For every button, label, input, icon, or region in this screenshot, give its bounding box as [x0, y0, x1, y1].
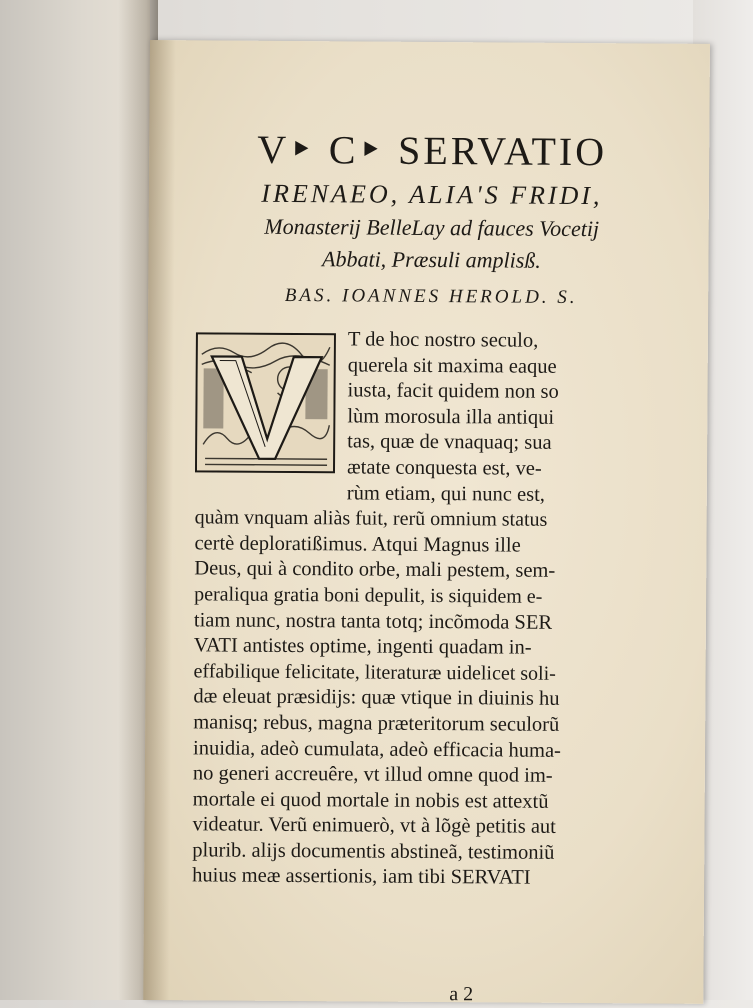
signature-mark: a 2 [449, 983, 474, 1006]
dedication-title: V‣ C‣ SERVATIO [257, 126, 608, 175]
text-line: certè deploratißimus. Atqui Magnus ille [194, 532, 521, 557]
text-line: mortale ei quod mortale in nobis est attextũ [192, 788, 549, 813]
text-line: videatur. Verũ enimuerò, vt à lõgè petitis aut [192, 813, 556, 839]
dedication-line-monastery: Monasterij BelleLay ad fauces Vocetij [264, 213, 600, 242]
text-line: effabilique felicitate, literaturæ uidelicet soli- [193, 660, 556, 685]
text-line: peraliqua gratia boni depulit, is siquidem e- [194, 583, 543, 608]
text-line: VATI antistes optime, ingenti quadam in- [193, 634, 532, 659]
book-page [143, 40, 710, 1004]
author-salutation: BAS. IOANNES HEROLD. S. [284, 284, 578, 308]
dedication-line-abbot: Abbati, Præsuli amplisß. [321, 246, 541, 273]
text-line: T de hoc nostro seculo, [347, 328, 539, 352]
body-text [192, 326, 666, 892]
text-line: tiam nunc, nostra tanta totq; incõmoda SER [193, 608, 553, 634]
text-line: ætate conquesta est, ve- [346, 456, 542, 480]
text-line: iusta, facit quidem non so [347, 379, 559, 404]
woodcut-initial-v [195, 332, 336, 473]
text-line: no generi accreuêre, vt illud omne quod im- [192, 762, 553, 787]
text-line: lùm morosula illa antiqui [347, 405, 555, 429]
text-line: manisq; rebus, magna præteritorum seculorũ [193, 711, 560, 736]
text-line: dæ eleuat præsidijs: quæ vtique in diuinis hu [193, 685, 560, 711]
dedication-subtitle: IRENAEO, ALIA'S FRIDI, [261, 178, 603, 211]
text-line: tas, quæ de vnaquaq; sua [347, 430, 552, 455]
text-line: inuidia, adeò cumulata, adeò efficacia huma- [192, 736, 562, 762]
text-line: quàm vnquam aliàs fuit, rerũ omnium status [194, 506, 548, 531]
text-line: Deus, qui à condito orbe, mali pestem, sem- [194, 557, 556, 583]
page-text-block [192, 125, 667, 1006]
text-line: huius meæ assertionis, iam tibi SERVATI [192, 864, 531, 890]
text-line: querela sit maxima eaque [347, 353, 557, 378]
text-line: rùm etiam, qui nunc est, [346, 481, 546, 506]
text-line: plurib. alijs documentis abstineã, testimoniũ [192, 839, 555, 864]
